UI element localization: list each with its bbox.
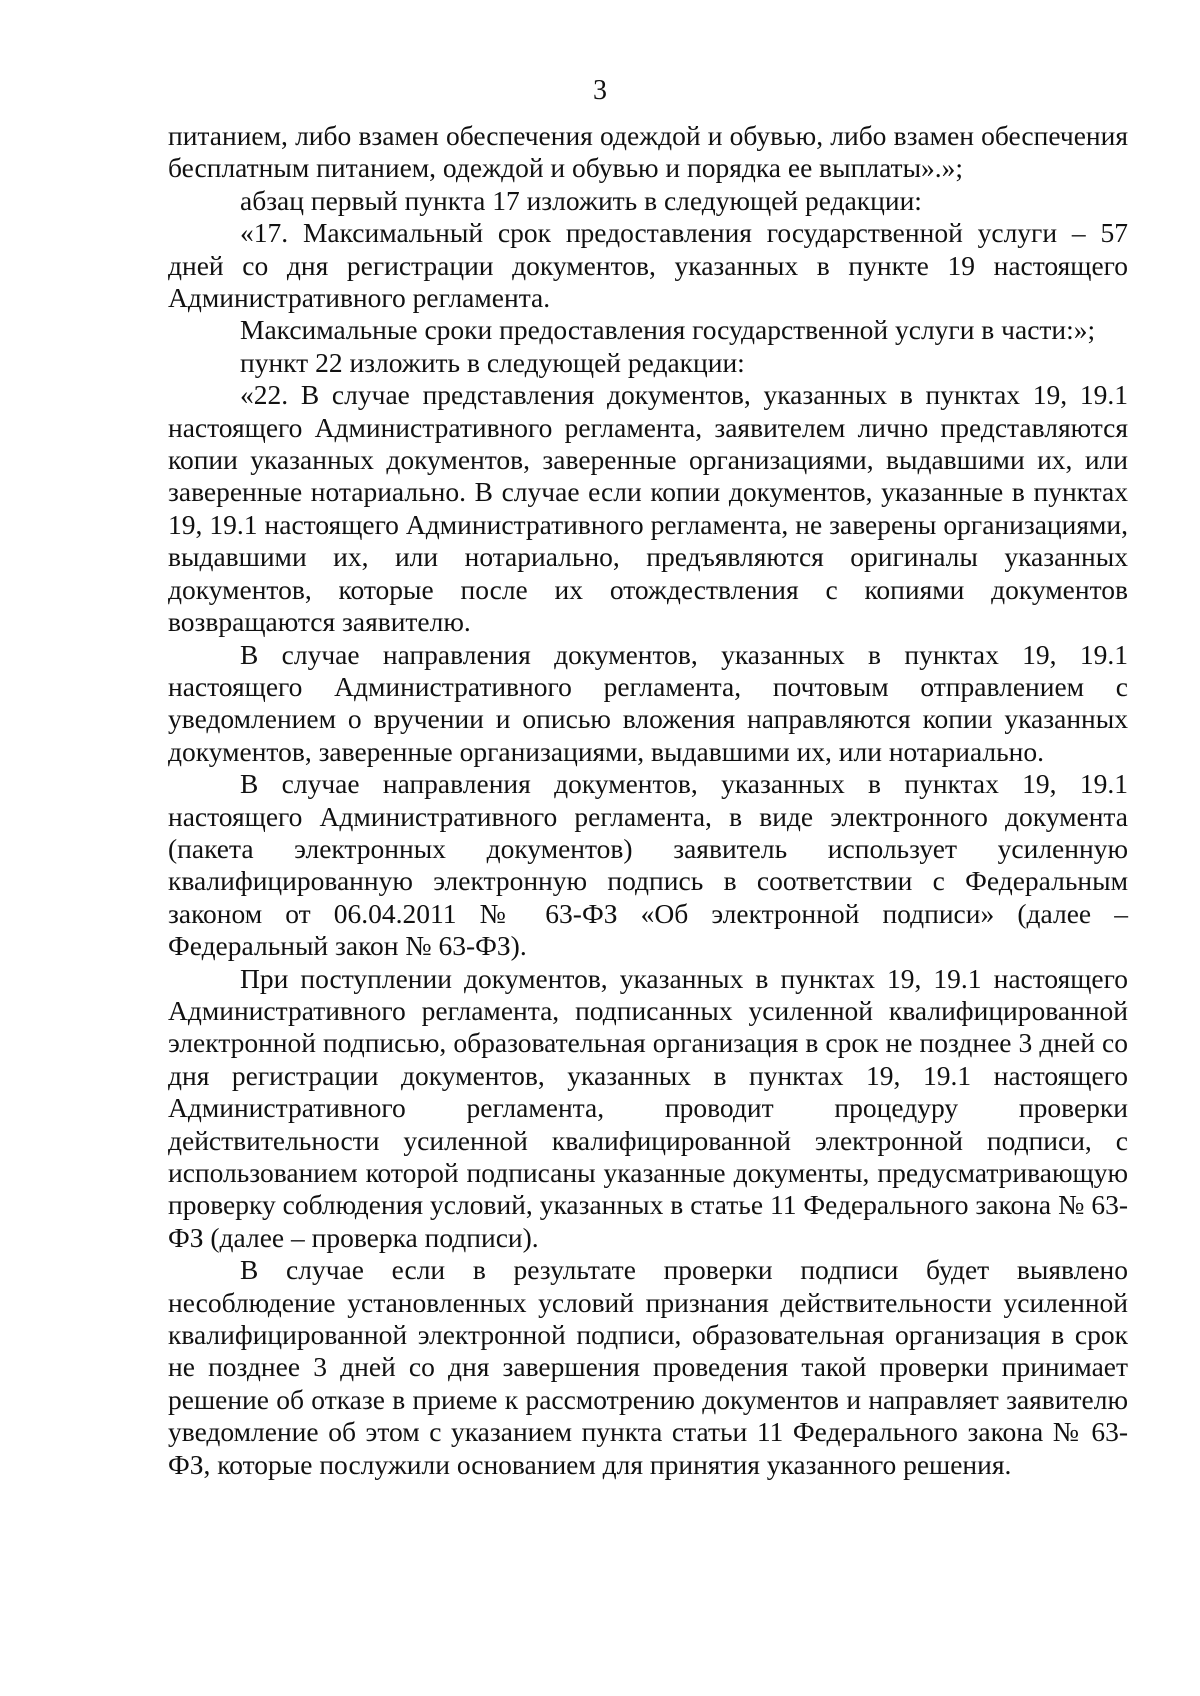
- paragraph-point-22: «22. В случае представления документов, указанных в пунктах 19, 19.1 настоящего Административного регламента, заявителем лично представляются копии указанных документов, заверенные организациями, выдавшими их, или заверенные нотариально. В случае если копии документов, указанные в пунктах 19, 19.1 настоящего Административного регламента, не заверены организациями, выдавшими их, или нотариально, предъявляются оригиналы указанных документов, которые после их отождествления с копиями документов возвращаются заявителю.: [168, 379, 1128, 638]
- paragraph-postal-submission: В случае направления документов, указанных в пунктах 19, 19.1 настоящего Административного регламента, почтовым отправлением с уведомлением о вручении и описью вложения направляются копии указанных документов, заверенные организациями, выдавшими их, или нотариально.: [168, 638, 1128, 767]
- paragraph-point-17: «17. Максимальный срок предоставления государственной услуги – 57 дней со дня регистрации документов, указанных в пункте 19 настоящего Административного регламента.: [168, 217, 1128, 314]
- paragraph-amend-point-22: пункт 22 изложить в следующей редакции:: [240, 346, 745, 378]
- paragraph-electronic-submission: В случае направления документов, указанных в пунктах 19, 19.1 настоящего Административного регламента, в виде электронного документа (пакета электронных документов) заявитель использует усиленную квалифицированную электронную подпись в соответствии с Федеральным законом от 06.04.2011 № 63-ФЗ «Об электронной подписи» (далее – Федеральный закон № 63-ФЗ).: [168, 768, 1128, 962]
- document-body: [168, 120, 1128, 1481]
- page-number: 3: [593, 75, 607, 106]
- paragraph-amend-point-17: абзац первый пункта 17 изложить в следующей редакции:: [240, 184, 922, 216]
- paragraph-signature-check: При поступлении документов, указанных в пунктах 19, 19.1 настоящего Административного регламента, подписанных усиленной квалифицированной электронной подписью, образовательная организация в срок не позднее 3 дней со дня регистрации документов, указанных в пунктах 19, 19.1 настоящего Административного регламента, проводит процедуру проверки действительности усиленной квалифицированной электронной подписи, с использованием которой подписаны указанные документы, предусматривающую проверку соблюдения условий, указанных в статье 11 Федерального закона № 63-ФЗ (далее – проверка подписи).: [168, 962, 1128, 1253]
- paragraph-refusal: В случае если в результате проверки подписи будет выявлено несоблюдение установленных условий признания действительности усиленной квалифицированной электронной подписи, образовательная организация в срок не позднее 3 дней со дня завершения проведения такой проверки принимает решение об отказе в приеме к рассмотрению документов и направляет заявителю уведомление об этом с указанием пункта статьи 11 Федерального закона № 63-ФЗ, которые послужили основанием для принятия указанного решения.: [168, 1254, 1128, 1480]
- paragraph-max-terms: Максимальные сроки предоставления государственной услуги в части:»;: [240, 314, 1096, 346]
- paragraph-continuation: питанием, либо взамен обеспечения одеждой и обувью, либо взамен обеспечения бесплатным питанием, одеждой и обувью и порядка ее выплаты».»;: [168, 120, 1128, 184]
